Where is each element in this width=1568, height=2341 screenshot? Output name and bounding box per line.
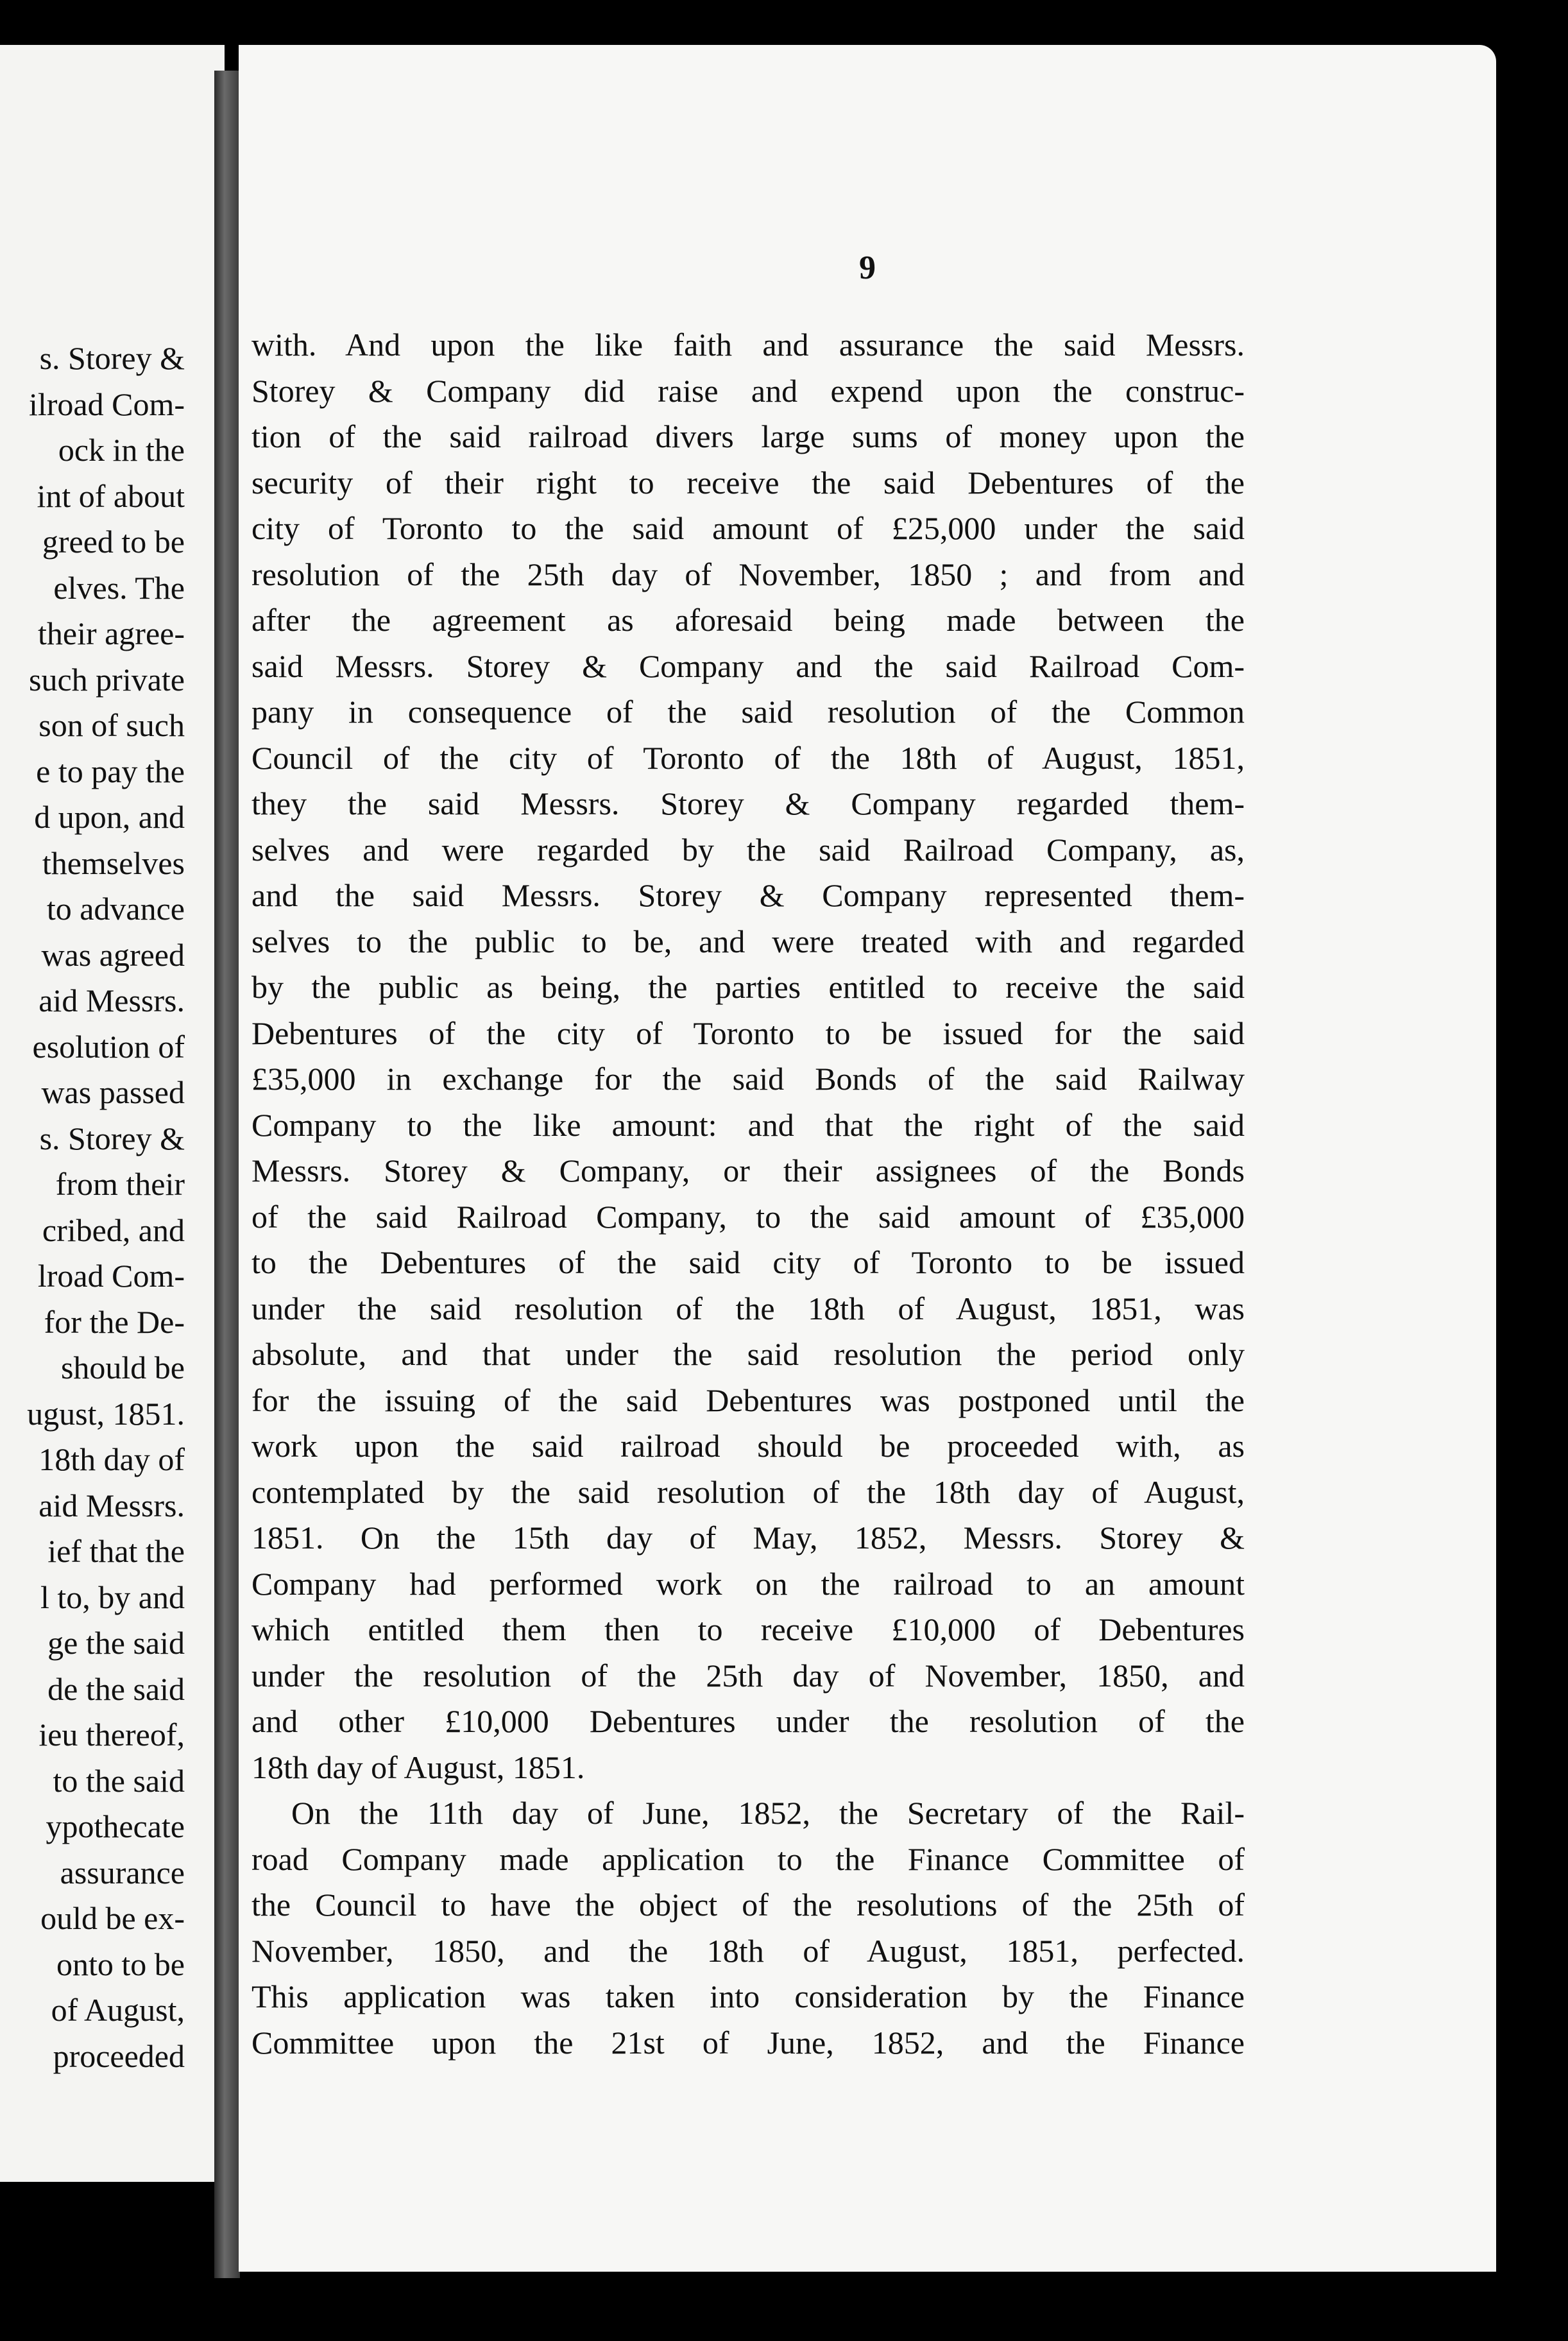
text-line: under the said resolution of the 18th of August, 1851, was	[251, 1290, 1245, 1326]
text-line: Company had performed work on the railroad to an amount	[251, 1565, 1245, 1602]
text-line: which entitled them then to receive £10,000 of Debentures	[251, 1611, 1245, 1647]
facing-page-line: greed to be	[42, 524, 185, 560]
text-line: 18th day of August, 1851.	[251, 1749, 585, 1785]
text-line: said Messrs. Storey & Company and the said Railroad Com-	[251, 647, 1245, 684]
text-line: and the said Messrs. Storey & Company represented them-	[251, 877, 1245, 913]
facing-page-line: assurance	[60, 1854, 185, 1891]
facing-page-line: aid Messrs.	[38, 982, 185, 1018]
text-line: the Council to have the object of the resolutions of the 25th of	[251, 1887, 1245, 1923]
facing-page-line: such private	[29, 661, 185, 698]
text-line: £35,000 in exchange for the said Bonds of the said Railway	[251, 1061, 1245, 1097]
facing-page-line: s. Storey &	[39, 340, 185, 376]
facing-page-line: was agreed	[41, 936, 185, 973]
facing-page-line: ypothecate	[46, 1808, 185, 1844]
text-line: to the Debentures of the said city of Toronto to be issued	[251, 1244, 1245, 1280]
facing-page-line: their agree-	[37, 615, 185, 651]
facing-page-line: 18th day of	[38, 1441, 185, 1477]
facing-page-line: was passed	[41, 1074, 185, 1110]
text-line: absolute, and that under the said resolution the period only	[251, 1336, 1245, 1372]
text-line: Storey & Company did raise and expend upon the construc-	[251, 372, 1245, 409]
facing-page-line: e to pay the	[36, 753, 185, 789]
text-line: with. And upon the like faith and assurance the said Messrs.	[251, 327, 1245, 363]
facing-page-line: should be	[60, 1350, 185, 1385]
text-line: Debentures of the city of Toronto to be issued for the said	[251, 1015, 1245, 1051]
facing-page-text-column	[0, 336, 185, 2079]
text-line: pany in consequence of the said resolution of the Common	[251, 694, 1245, 730]
page-number: 9	[859, 250, 876, 286]
facing-page-line: ief that the	[47, 1533, 185, 1569]
text-line: This application was taken into consideration by the Finance	[251, 1978, 1245, 2014]
text-line: Council of the city of Toronto of the 18th of August, 1851,	[251, 739, 1245, 776]
facing-page-line: elves. The	[53, 569, 185, 606]
facing-page-fragment	[0, 45, 225, 2182]
paragraph	[251, 322, 1245, 1790]
facing-page-line: s. Storey &	[39, 1120, 185, 1156]
text-line: of the said Railroad Company, to the said amount of £35,000	[251, 1198, 1245, 1235]
facing-page-line: ugust, 1851.	[27, 1395, 185, 1432]
text-line: for the issuing of the said Debentures was postponed until the	[251, 1382, 1245, 1418]
facing-page-line: from their	[55, 1166, 185, 1202]
facing-page-line: int of about	[37, 477, 185, 514]
text-line: contemplated by the said resolution of the 18th day of August,	[251, 1473, 1245, 1510]
text-line: and other £10,000 Debentures under the resolution of the	[251, 1703, 1245, 1739]
facing-page-line: esolution of	[32, 1028, 185, 1065]
text-line: November, 1850, and the 18th of August, 1851, perfected.	[251, 1932, 1245, 1969]
paragraph	[251, 1790, 1245, 2066]
facing-page-line: ould be ex-	[40, 1900, 185, 1936]
facing-page-line: proceeded	[53, 2037, 185, 2074]
facing-page-line: cribed, and	[42, 1212, 185, 1248]
document-page	[239, 45, 1496, 2272]
facing-page-line: lroad Com-	[37, 1258, 185, 1294]
text-line: selves to the public to be, and were treated with and regarded	[251, 923, 1245, 959]
facing-page-line: aid Messrs.	[38, 1487, 185, 1523]
facing-page-line: themselves	[42, 845, 185, 881]
text-line: by the public as being, the parties entitled to receive the said	[251, 969, 1245, 1005]
facing-page-line: d upon, and	[34, 799, 185, 835]
facing-page-line: ock in the	[58, 432, 185, 468]
facing-page-line: to advance	[46, 891, 185, 927]
facing-page-line: onto to be	[56, 1946, 185, 1982]
facing-page-line: l to, by and	[40, 1579, 185, 1615]
text-line: On the 11th day of June, 1852, the Secretary of the Rail-	[291, 1795, 1245, 1831]
text-line: Committee upon the 21st of June, 1852, and the Finance	[251, 2024, 1245, 2061]
text-line: Messrs. Storey & Company, or their assignees of the Bonds	[251, 1153, 1245, 1188]
text-line: after the agreement as aforesaid being made between the	[251, 602, 1245, 638]
text-line: city of Toronto to the said amount of £25,000 under the said	[251, 510, 1245, 546]
text-line: tion of the said railroad divers large sums of money upon the	[251, 418, 1245, 454]
text-line: Company to the like amount: and that the right of the said	[251, 1106, 1245, 1143]
facing-page-line: ieu thereof,	[38, 1717, 185, 1753]
facing-page-line: de the said	[47, 1670, 185, 1707]
facing-page-line: ge the said	[47, 1625, 185, 1661]
text-line: work upon the said railroad should be proceeded with, as	[251, 1428, 1245, 1464]
text-line: security of their right to receive the said Debentures of the	[251, 464, 1245, 501]
book-gutter	[214, 71, 240, 2278]
text-line: they the said Messrs. Storey & Company regarded them-	[251, 785, 1245, 821]
text-line: under the resolution of the 25th day of November, 1850, and	[251, 1657, 1245, 1694]
facing-page-line: ilroad Com-	[28, 386, 185, 422]
facing-page-line: of August,	[51, 1992, 185, 2028]
text-line: resolution of the 25th day of November, 1850 ; and from and	[251, 556, 1245, 592]
facing-page-line: to the said	[53, 1762, 185, 1799]
facing-page-line: son of such	[38, 707, 185, 743]
body-text	[251, 322, 1245, 2066]
text-line: 1851. On the 15th day of May, 1852, Messrs. Storey &	[251, 1520, 1245, 1556]
text-line: selves and were regarded by the said Railroad Company, as,	[251, 831, 1245, 868]
text-line: road Company made application to the Finance Committee of	[251, 1840, 1245, 1877]
facing-page-line: for the De-	[44, 1303, 185, 1340]
